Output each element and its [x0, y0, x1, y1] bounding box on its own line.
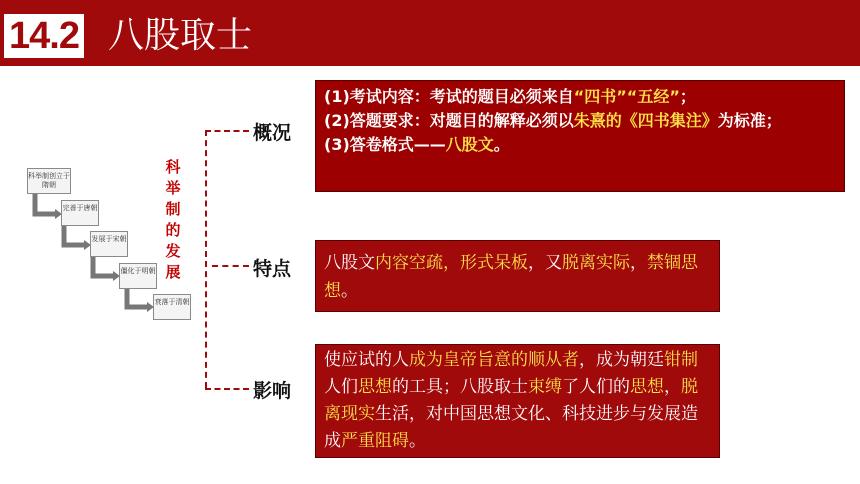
highlight-text: 成为皇帝旨意的顺从者 [409, 350, 579, 370]
highlight-text: 严重阻碍 [341, 431, 409, 451]
label-influence: 影响 [253, 380, 292, 402]
highlight-text: 脱离现实 [324, 377, 698, 424]
side-title-char: 的 [165, 221, 181, 239]
bracket-line [205, 130, 207, 388]
text-segment: ，又 [528, 253, 562, 273]
flow-step-5-label: 衰落于清朝 [154, 298, 190, 306]
text-segment: 使应试的人 [324, 350, 409, 370]
text-segment: ， [630, 253, 647, 273]
text-segment: ，成为朝廷 [579, 350, 664, 370]
side-title-char: 展 [165, 263, 181, 281]
text-segment: 人们 [324, 377, 358, 397]
text-segment: 。 [341, 281, 358, 301]
text-segment: ； [679, 87, 696, 106]
text-segment: 为标准； [717, 111, 782, 130]
connector-features [212, 265, 249, 267]
flow-step-3 [90, 231, 128, 257]
flow-step-3-label: 发展于宋朝 [91, 235, 127, 243]
highlight-text: 束缚 [528, 377, 562, 397]
text-segment: 。 [409, 431, 426, 451]
highlight-text: 思想 [358, 377, 392, 397]
flow-step-5 [153, 294, 191, 320]
overview-line-2 [324, 109, 836, 133]
highlight-text: 朱熹的《四书集注》 [573, 111, 718, 130]
highlight-text: “四书”“五经” [573, 87, 680, 106]
text-segment: 的工具；八股取士 [392, 377, 528, 397]
connector-influence [205, 388, 249, 390]
text-segment: 八股文 [324, 253, 375, 273]
page-title: 八股取士 [108, 15, 253, 56]
side-title-char: 科 [165, 158, 181, 176]
side-title-char: 发 [165, 242, 181, 260]
overview-line-1 [324, 85, 836, 109]
flow-step-2-label: 完善于唐朝 [62, 204, 98, 212]
side-title-char: 制 [165, 200, 181, 218]
text-segment: 生活，对中国思想文化、科技进步与发展造成 [324, 404, 698, 451]
text-segment: (2)答题要求：对题目的解释必须以 [324, 111, 574, 130]
flow-step-4-label: 僵化于明朝 [120, 267, 156, 275]
highlight-text: 禁锢思想 [324, 253, 698, 301]
flow-step-1-label: 科举制创立于隋朝 [28, 172, 70, 189]
text-segment: 。 [493, 135, 510, 154]
flow-step-1 [27, 168, 71, 194]
text-segment: 了人们的 [562, 377, 630, 397]
text-segment: (1)考试内容：考试的题目必须来自 [324, 87, 574, 106]
section-number: 14.2 [4, 14, 84, 58]
side-title [160, 157, 186, 283]
influence-panel [315, 344, 720, 458]
flow-step-4 [119, 263, 157, 289]
highlight-text: 内容空疏，形式呆板 [375, 253, 528, 273]
highlight-text: 脱离实际 [562, 253, 630, 273]
overview-line-3 [324, 133, 836, 157]
text-segment: ， [664, 377, 681, 397]
flow-arrow-1 [35, 192, 55, 214]
label-features: 特点 [253, 258, 292, 280]
features-panel [315, 240, 720, 312]
text-segment: (3)答卷格式—— [324, 135, 446, 154]
highlight-text: 钳制 [664, 350, 698, 370]
flow-arrow-3 [93, 254, 113, 276]
connector-overview [205, 130, 249, 132]
highlight-text: 八股文 [445, 135, 494, 154]
flow-step-2 [61, 200, 99, 226]
flow-arrow-2 [64, 223, 84, 245]
label-overview: 概况 [253, 122, 292, 144]
overview-panel [315, 80, 845, 192]
side-title-char: 举 [165, 179, 181, 197]
highlight-text: 思想 [630, 377, 664, 397]
